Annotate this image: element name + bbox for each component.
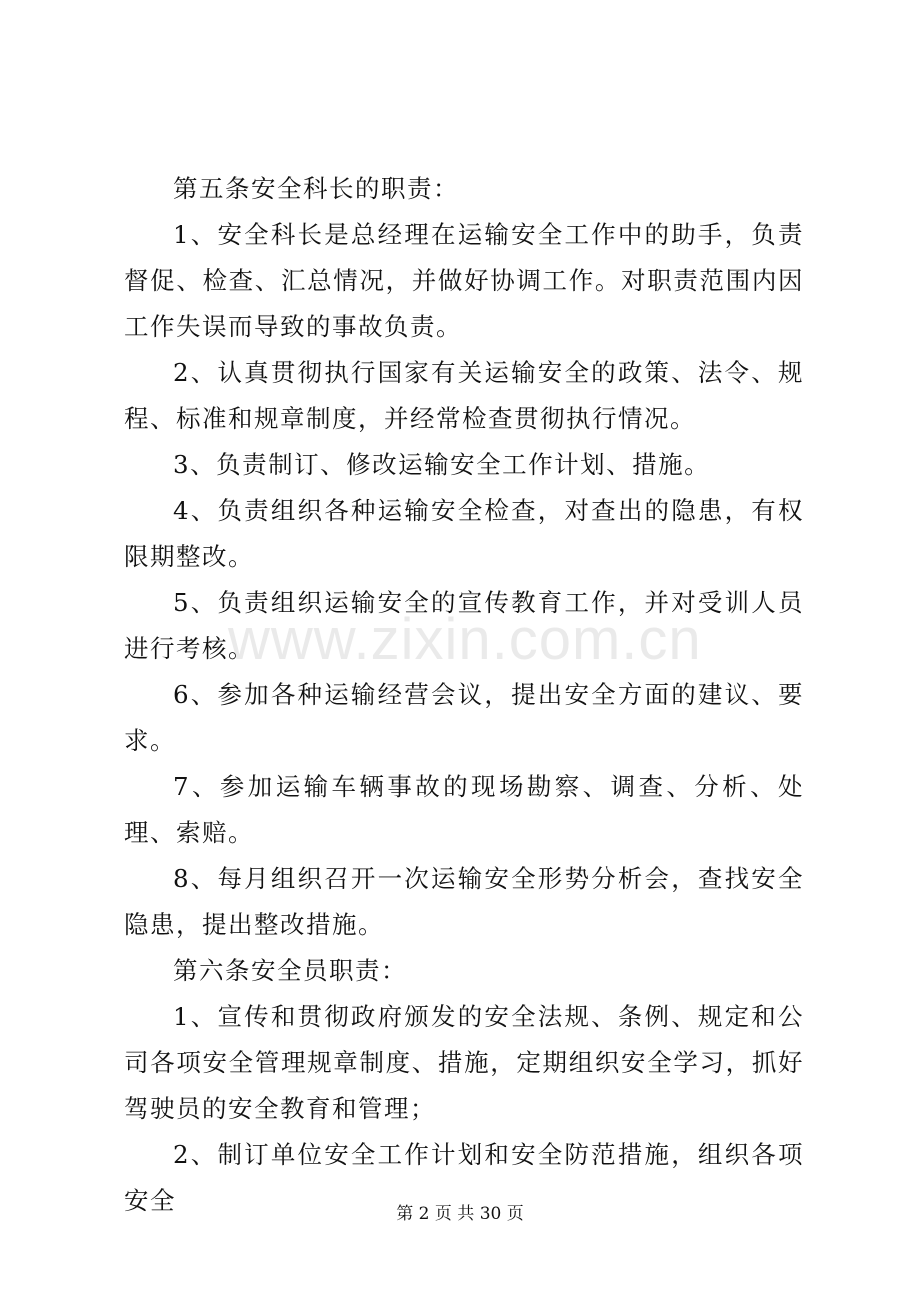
paragraph-item: 8、每月组织召开一次运输安全形势分析会，查找安全隐患，提出整改措施。 — [124, 864, 804, 939]
paragraph-item: 1、安全科长是总经理在运输安全工作中的助手，负责督促、检查、汇总情况，并做好协调工作。对职责范围内因工作失误而导致的事故负责。 — [124, 220, 804, 341]
section-heading-6: 第六条安全员职责： — [173, 956, 407, 985]
paragraph-item: 7、参加运输车辆事故的现场勘察、调查、分析、处理、索赔。 — [124, 772, 804, 847]
paragraph-item: 6、参加各种运输经营会议，提出安全方面的建议、要求。 — [124, 680, 804, 755]
section-heading-5: 第五条安全科长的职责： — [173, 174, 459, 203]
paragraph-item: 5、负责组织运输安全的宣传教育工作，并对受训人员进行考核。 — [124, 588, 804, 663]
watermark: www.zixin.com.cn — [228, 607, 702, 672]
paragraph-item: 1、宣传和贯彻政府颁发的安全法规、条例、规定和公司各项安全管理规章制度、措施，定期组织安全学习，抓好驾驶员的安全教育和管理； — [124, 1002, 804, 1123]
page-number-footer: 第 2 页 共 30 页 — [396, 1204, 524, 1224]
document-body — [124, 166, 804, 1224]
paragraph-item: 2、制订单位安全工作计划和安全防范措施，组织各项安全 — [124, 1140, 804, 1215]
paragraph-item: 2、认真贯彻执行国家有关运输安全的政策、法令、规程、标准和规章制度，并经常检查贯彻执行情况。 — [124, 358, 804, 433]
paragraph-item: 4、负责组织各种运输安全检查，对查出的隐患，有权限期整改。 — [124, 496, 804, 571]
paragraph-item: 3、负责制订、修改运输安全工作计划、措施。 — [173, 450, 711, 479]
